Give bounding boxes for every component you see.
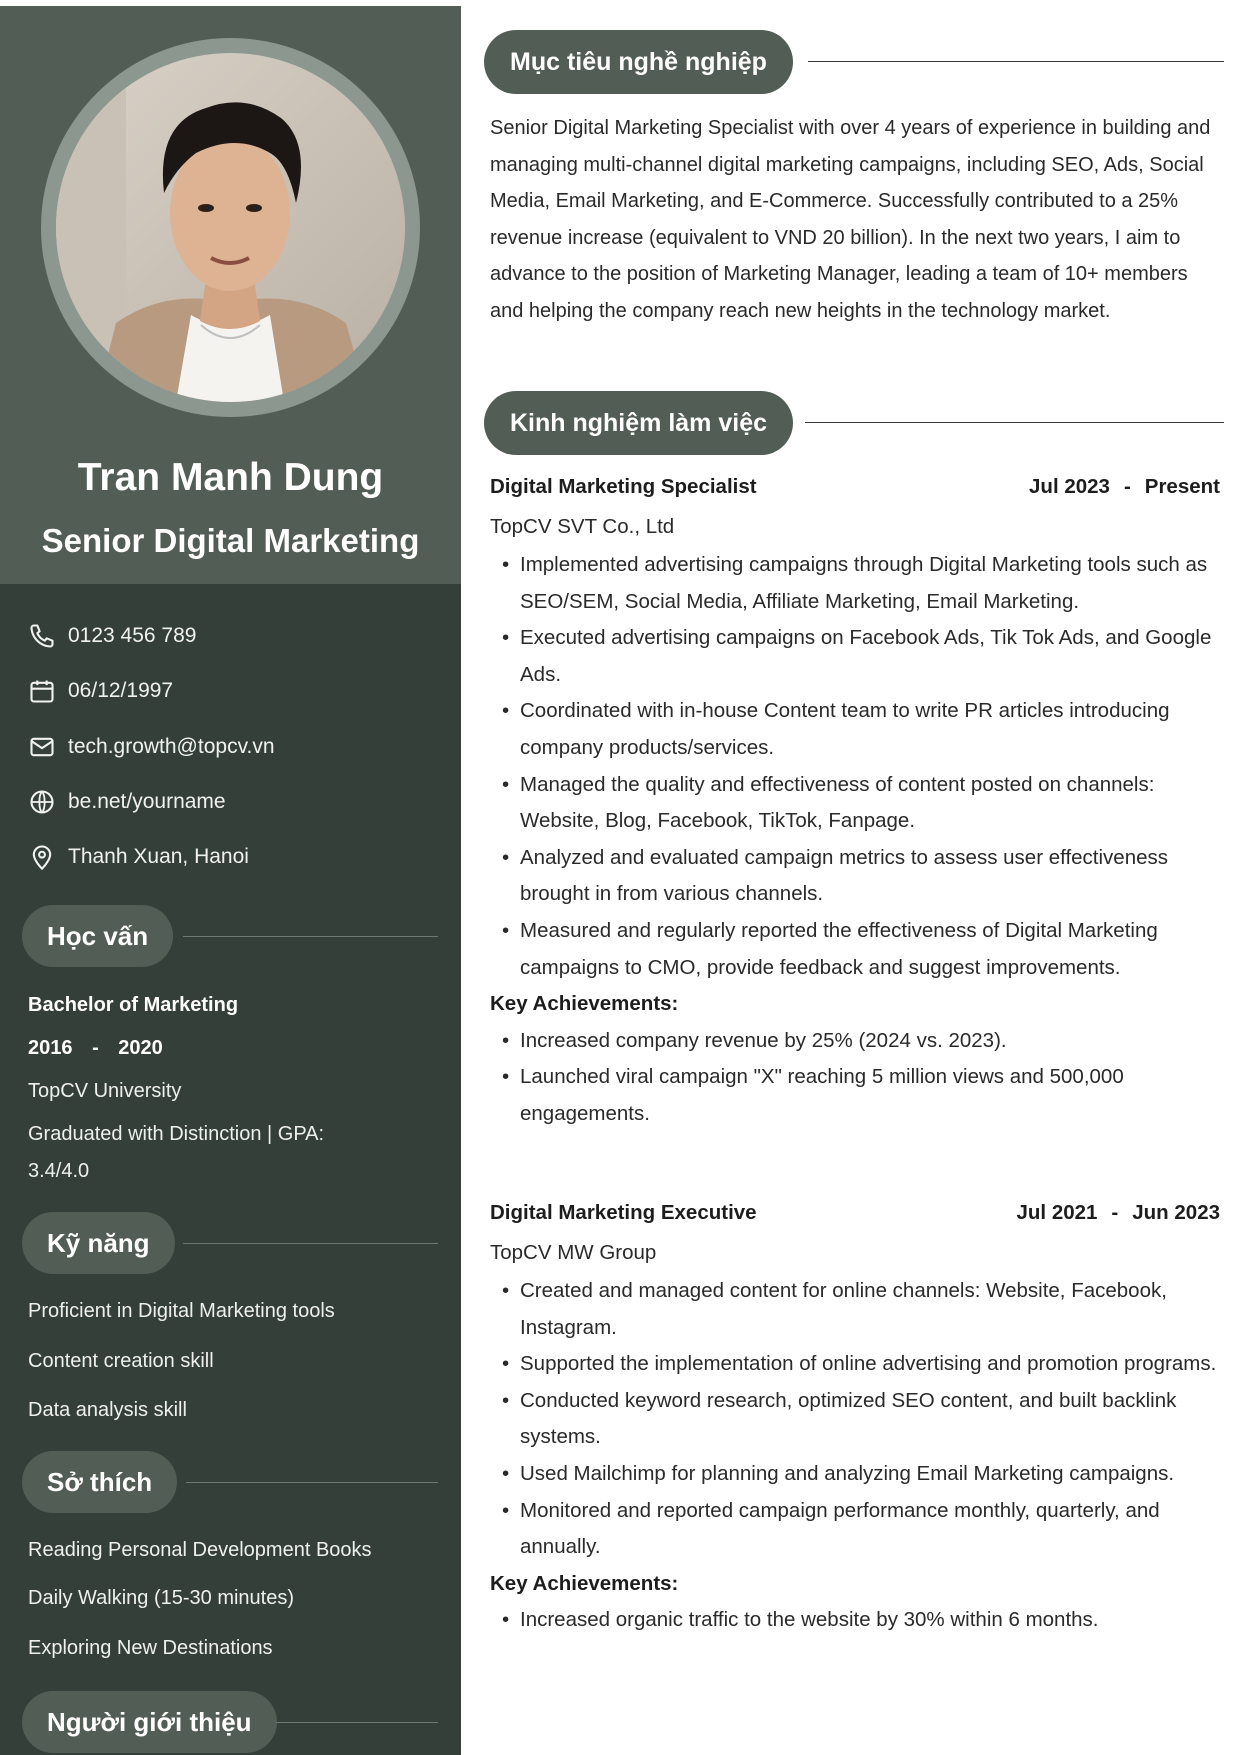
job-company: TopCV MW Group xyxy=(490,1241,657,1264)
job-dash: - xyxy=(1123,475,1131,498)
job-header xyxy=(490,1195,1220,1231)
hobbies-divider xyxy=(186,1482,438,1483)
education-heading: Học vấn xyxy=(22,905,173,967)
mail-icon xyxy=(28,733,56,761)
list-item: • Measured and regularly reported the effectiveness of Digital Marketing campaigns to CMO, provide feedback and suggest improvements. xyxy=(490,913,1220,986)
skills-heading: Kỹ năng xyxy=(22,1212,175,1274)
list-item: • Increased organic traffic to the website by 30% within 6 months. xyxy=(490,1602,1220,1639)
list-item: • Implemented advertising campaigns through Digital Marketing tools such as SEO/SEM, Social Media, Affiliate Marketing, Email Marketing. xyxy=(490,547,1220,620)
contact-birthday xyxy=(28,675,173,707)
list-item: • Increased company revenue by 25% (2024 vs. 2023). xyxy=(490,1023,1220,1060)
references-heading: Người giới thiệu xyxy=(22,1691,277,1753)
experience-divider xyxy=(805,422,1224,423)
email-value: tech.growth@topcv.vn xyxy=(68,735,275,758)
list-item: • Supported the implementation of online advertising and promotion programs. xyxy=(490,1346,1220,1383)
skill-item: Content creation skill xyxy=(28,1350,214,1372)
job-start: Jul 2023 xyxy=(1029,475,1110,498)
hobby-item: Reading Personal Development Books xyxy=(28,1539,372,1561)
objective-divider xyxy=(808,61,1224,62)
job-achievements xyxy=(490,1602,1220,1639)
job-responsibilities xyxy=(490,547,1220,986)
portrait-image xyxy=(56,53,405,402)
education-years xyxy=(28,1030,438,1067)
job-start: Jul 2021 xyxy=(1016,1201,1098,1224)
education-end: 2020 xyxy=(118,1037,163,1059)
job-role: Digital Marketing Specialist xyxy=(490,475,757,498)
list-item: • Monitored and reported campaign performance monthly, quarterly, and annually. xyxy=(490,1493,1220,1566)
calendar-icon xyxy=(28,677,56,705)
globe-icon xyxy=(28,788,56,816)
education-divider xyxy=(183,936,438,937)
job-role: Digital Marketing Executive xyxy=(490,1201,757,1224)
list-item: • Used Mailchimp for planning and analyzing Email Marketing campaigns. xyxy=(490,1456,1220,1493)
contact-phone xyxy=(28,620,196,652)
website-value: be.net/yourname xyxy=(68,790,226,813)
school: TopCV University xyxy=(28,1080,182,1102)
sidebar xyxy=(0,6,461,1755)
skill-item: Data analysis skill xyxy=(28,1399,187,1421)
job-company: TopCV SVT Co., Ltd xyxy=(490,515,675,538)
list-item: • Conducted keyword research, optimized SEO content, and built backlink systems. xyxy=(490,1383,1220,1456)
main-content xyxy=(484,0,1224,1755)
location-value: Thanh Xuan, Hanoi xyxy=(68,845,249,868)
avatar xyxy=(56,53,405,402)
job-dates xyxy=(1017,1201,1221,1225)
job-dates xyxy=(1029,475,1220,499)
location-pin-icon xyxy=(28,843,56,871)
education-start: 2016 xyxy=(28,1037,73,1059)
job-end: Jun 2023 xyxy=(1132,1201,1220,1224)
phone-icon xyxy=(28,622,56,650)
hobbies-heading: Sở thích xyxy=(22,1451,177,1513)
skills-divider xyxy=(183,1243,438,1244)
experience-heading: Kinh nghiệm làm việc xyxy=(484,391,793,455)
job-title: Senior Digital Marketing xyxy=(41,522,420,559)
job-entry xyxy=(490,469,1220,1133)
list-item: • Analyzed and evaluated campaign metrics to assess user effectiveness brought in from various channels. xyxy=(490,840,1220,913)
skill-item: Proficient in Digital Marketing tools xyxy=(28,1300,335,1322)
list-item: • Created and managed content for online channels: Website, Facebook, Instagram. xyxy=(490,1273,1220,1346)
hobby-item: Daily Walking (15-30 minutes) xyxy=(28,1587,295,1609)
full-name: Tran Manh Dung xyxy=(77,456,384,499)
job-achievements xyxy=(490,1023,1220,1133)
job-responsibilities xyxy=(490,1273,1220,1566)
hobby-item: Exploring New Destinations xyxy=(28,1637,273,1659)
objective-heading: Mục tiêu nghề nghiệp xyxy=(484,30,793,94)
phone-value: 0123 456 789 xyxy=(68,624,197,647)
education-note: Graduated with Distinction | GPA: 3.4/4.0 xyxy=(28,1123,325,1182)
contact-location xyxy=(28,841,249,873)
list-item: • Coordinated with in-house Content team to write PR articles introducing company products/services. xyxy=(490,693,1220,766)
achievements-label: Key Achievements: xyxy=(490,992,679,1016)
degree: Bachelor of Marketing xyxy=(28,994,239,1016)
achievements-label: Key Achievements: xyxy=(490,1571,679,1595)
references-divider xyxy=(276,1722,438,1723)
list-item: • Launched viral campaign "X" reaching 5 million views and 500,000 engagements. xyxy=(490,1059,1220,1132)
job-dash: - xyxy=(1111,1201,1119,1224)
job-end: Present xyxy=(1144,475,1220,498)
job-entry xyxy=(490,1195,1220,1639)
birthday-value: 06/12/1997 xyxy=(68,679,174,702)
job-header xyxy=(490,469,1220,505)
list-item: • Executed advertising campaigns on Facebook Ads, Tik Tok Ads, and Google Ads. xyxy=(490,620,1220,693)
list-item: • Managed the quality and effectiveness of content posted on channels: Website, Blog, Facebook, TikTok, Fanpage. xyxy=(490,767,1220,840)
education-dash: - xyxy=(92,1037,99,1059)
objective-text: Senior Digital Marketing Specialist with over 4 years of experience in building and managing multi-channel digital marketing campaigns, including SEO, Ads, Social Media, Email Marketing, and E-Commerce. Successfully contributed to a 25% revenue increase (equivalent to VND 20 billion). In the next two years, I aim to advance to the position of Marketing Manager, leading a team of 10+ members and helping the company reach new heights in the technology market. xyxy=(490,117,1211,322)
contact-website xyxy=(28,786,226,818)
contact-email xyxy=(28,731,275,763)
